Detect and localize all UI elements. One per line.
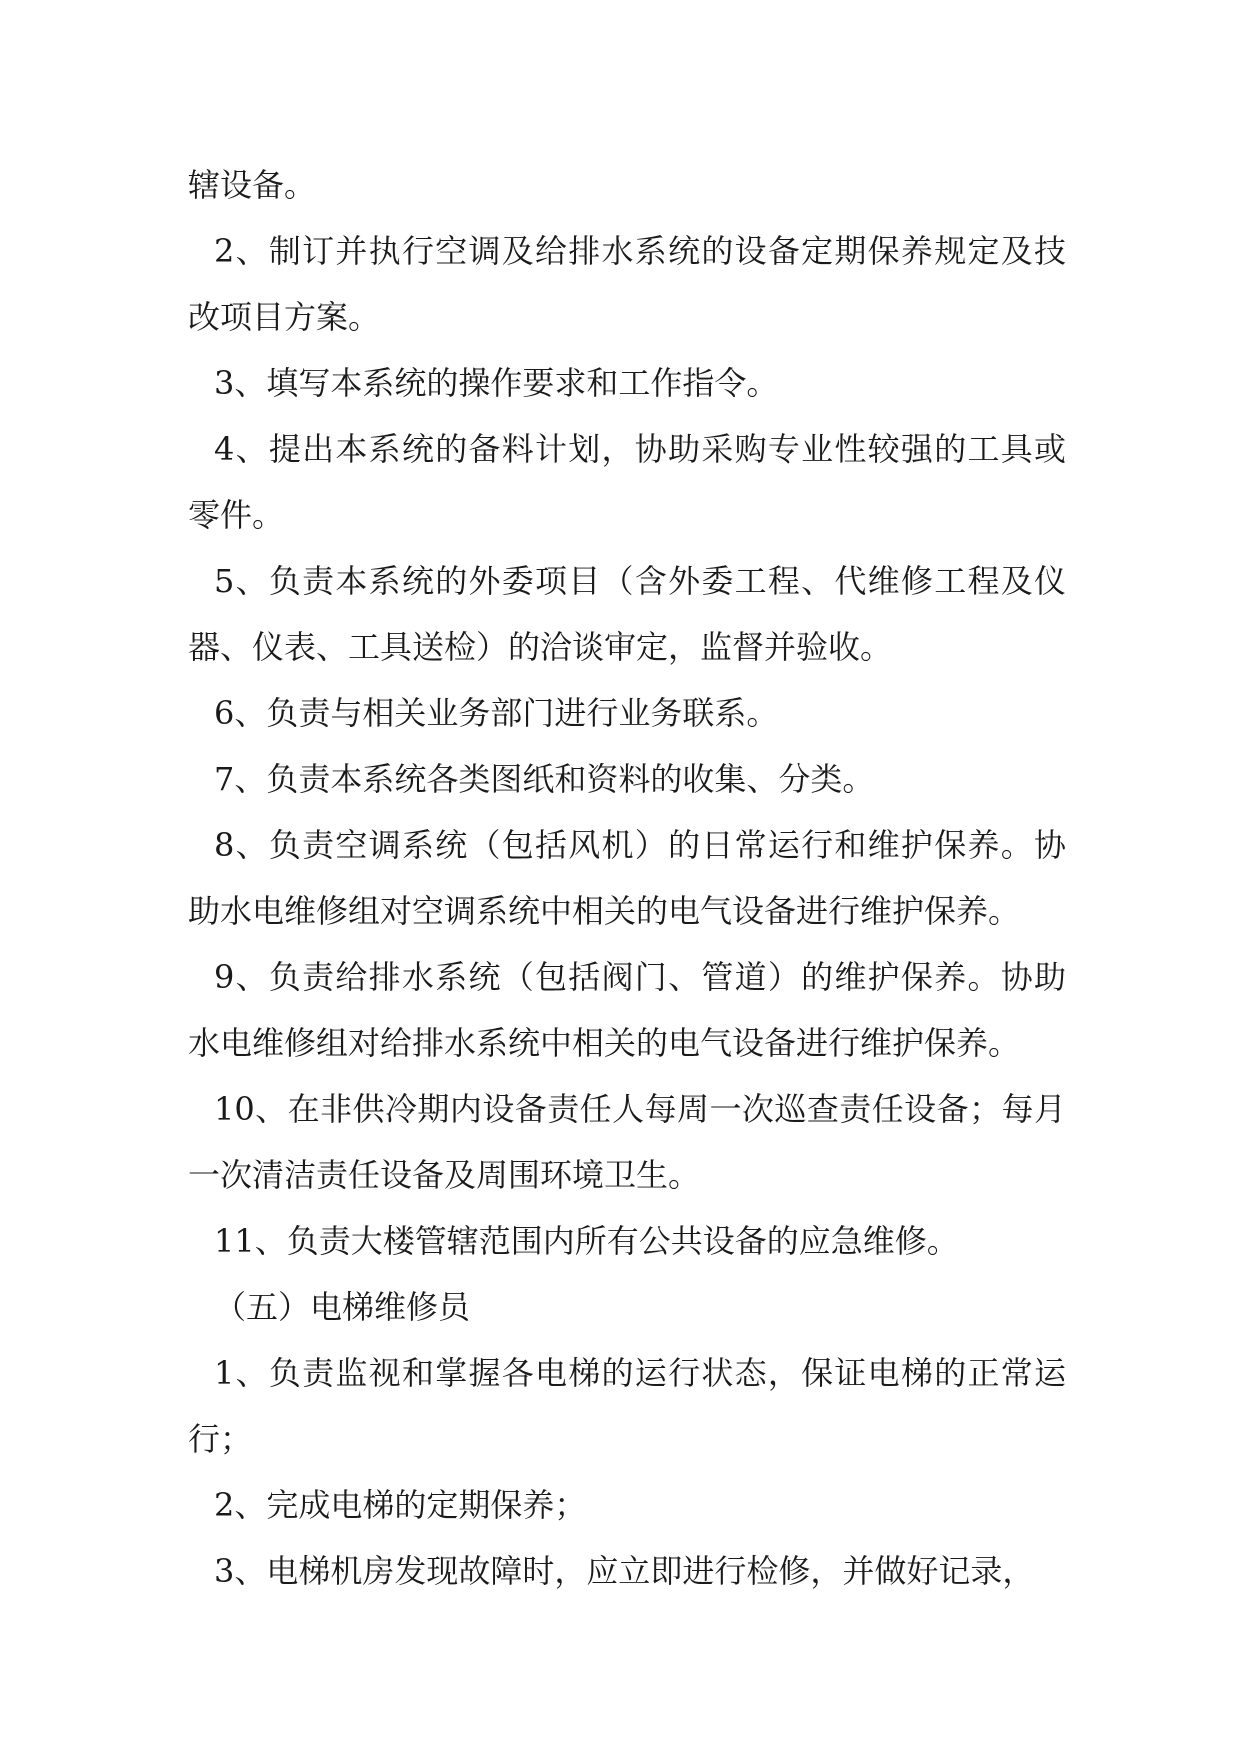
paragraph: 2、完成电梯的定期保养； (214, 1486, 587, 1524)
section-heading: （五）电梯维修员 (214, 1288, 471, 1326)
paragraph: 11、负责大楼管辖范围内所有公共设备的应急维修。 (214, 1222, 959, 1260)
paragraph: 2、制订并执行空调及给排水系统的设备定期保养规定及技改项目方案。 (188, 232, 1066, 336)
paragraph: 1、负责监视和掌握各电梯的运行状态，保证电梯的正常运行； (188, 1354, 1066, 1458)
paragraph: 4、提出本系统的备料计划，协助采购专业性较强的工具或零件。 (188, 430, 1066, 534)
paragraph: 3、电梯机房发现故障时，应立即进行检修，并做好记录， (214, 1552, 1035, 1590)
paragraph: 6、负责与相关业务部门进行业务联系。 (214, 694, 779, 732)
paragraph: 5、负责本系统的外委项目（含外委工程、代维修工程及仪器、仪表、工具送检）的洽谈审定，监督并验收。 (188, 562, 1066, 666)
paragraph: 辖设备。 (188, 166, 317, 204)
paragraph: 10、在非供冷期内设备责任人每周一次巡查责任设备；每月一次清洁责任设备及周围环境卫生。 (188, 1090, 1066, 1194)
paragraph: 7、负责本系统各类图纸和资料的收集、分类。 (214, 760, 875, 798)
paragraph: 3、填写本系统的操作要求和工作指令。 (214, 364, 779, 402)
paragraph: 9、负责给排水系统（包括阀门、管道）的维护保养。协助水电维修组对给排水系统中相关的电气设备进行维护保养。 (188, 958, 1066, 1062)
document-body (188, 152, 1066, 1604)
paragraph: 8、负责空调系统（包括风机）的日常运行和维护保养。协助水电维修组对空调系统中相关的电气设备进行维护保养。 (188, 826, 1066, 930)
